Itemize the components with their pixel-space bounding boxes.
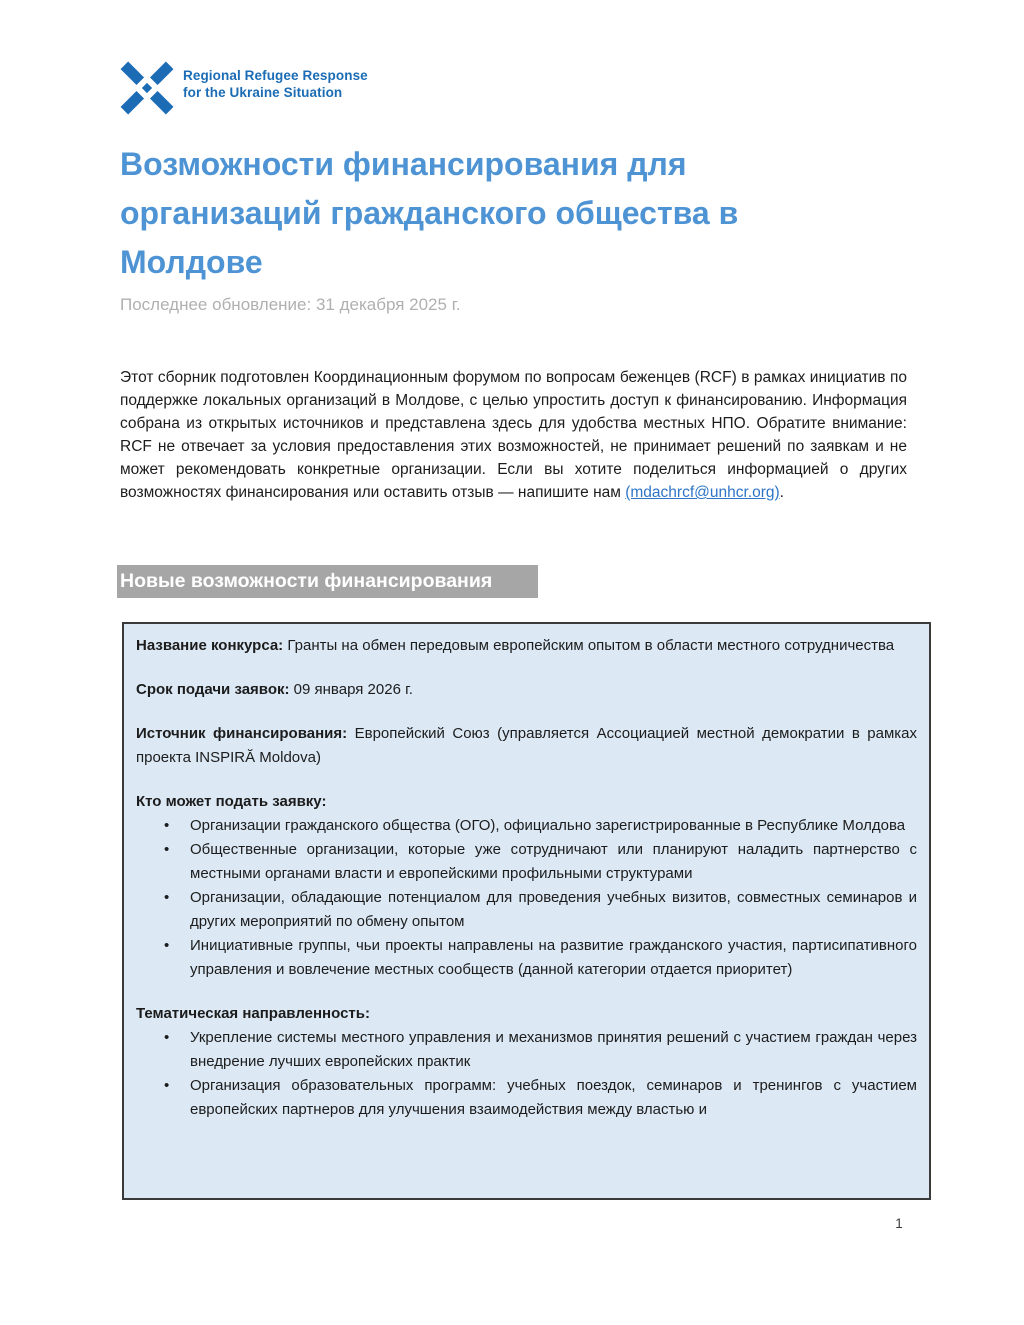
deadline-value: 09 января 2026 г. [293,681,413,698]
funding-opportunity-card [122,622,931,1200]
contest-name-paragraph [136,634,917,658]
page-title [120,140,840,287]
thematic-label: Тематическая направленность: [136,1005,370,1022]
title-line-1: Возможности финансирования для [120,146,687,182]
eligibility-list [136,814,917,982]
logo [120,60,368,116]
contact-email-link[interactable]: (mdachrcf@unhcr.org) [625,484,780,501]
logo-line-2: for the Ukraine Situation [183,85,343,100]
contest-name-label: Название конкурса: [136,637,284,654]
intro-text: Этот сборник подготовлен Координационным форумом по вопросам беженцев (RCF) в рамках инициатив по поддержке локальных организаций в Молдове, с целью упростить доступ к финансированию. Информация собрана из открытых источников и представлена здесь для удобства местных НПО. Обратите внимание: RCF не отвечает за условия предоставления этих возможностей, не принимает решений по заявкам и не может рекомендовать конкретные организации. Если вы хотите поделиться информацией о других возможностях финансирования или оставить отзыв — напишите нам [120,369,907,501]
funding-source-label: Источник финансирования: [136,725,348,742]
list-item: • Организации, обладающие потенциалом для проведения учебных визитов, совместных семинаров и других мероприятий по обмену опытом [164,886,917,934]
title-line-3: Молдове [120,244,263,280]
list-item: • Общественные организации, которые уже сотрудничают или планируют наладить партнерство с местными органами власти и европейскими профильными структурами [164,838,917,886]
deadline-paragraph [136,678,917,702]
eligibility-label: Кто может подать заявку: [136,793,327,810]
logo-wordmark [183,60,368,101]
page-number: 1 [895,1216,903,1231]
list-item: • Организации гражданского общества (ОГО), официально зарегистрированные в Республике Молдова [164,814,917,838]
intro-paragraph [120,366,907,504]
list-item: • Инициативные группы, чьи проекты направлены на развитие гражданского участия, партисипативного управления и вовлечение местных сообществ (данной категории отдается приоритет) [164,934,917,982]
rrr-x-logo-icon [120,60,174,116]
list-item: • Укрепление системы местного управления и механизмов принятия решений с участием граждан через внедрение лучших европейских практик [164,1026,917,1074]
section-heading-new-opportunities: Новые возможности финансирования [117,565,538,598]
thematic-list [136,1026,917,1122]
funding-source-value: Европейский Союз (управляется Ассоциацией местной демократии в рамках проекта INSPIRĂ Moldova) [136,725,917,766]
last-updated-subtitle: Последнее обновление: 31 декабря 2025 г. [120,295,461,314]
list-item: • Организация образовательных программ: учебных поездок, семинаров и тренингов с участием европейских партнеров для улучшения взаимодействия между властью и [164,1074,917,1122]
title-line-2: организаций гражданского общества в [120,195,739,231]
funding-source-paragraph [136,722,917,770]
logo-line-1: Regional Refugee Response [183,68,368,83]
thematic-heading [136,1002,917,1026]
contest-name-value: Гранты на обмен передовым европейским опытом в области местного сотрудничества [287,637,895,654]
intro-text-end: . [779,484,784,501]
deadline-label: Срок подачи заявок: [136,681,290,698]
eligibility-heading [136,790,917,814]
